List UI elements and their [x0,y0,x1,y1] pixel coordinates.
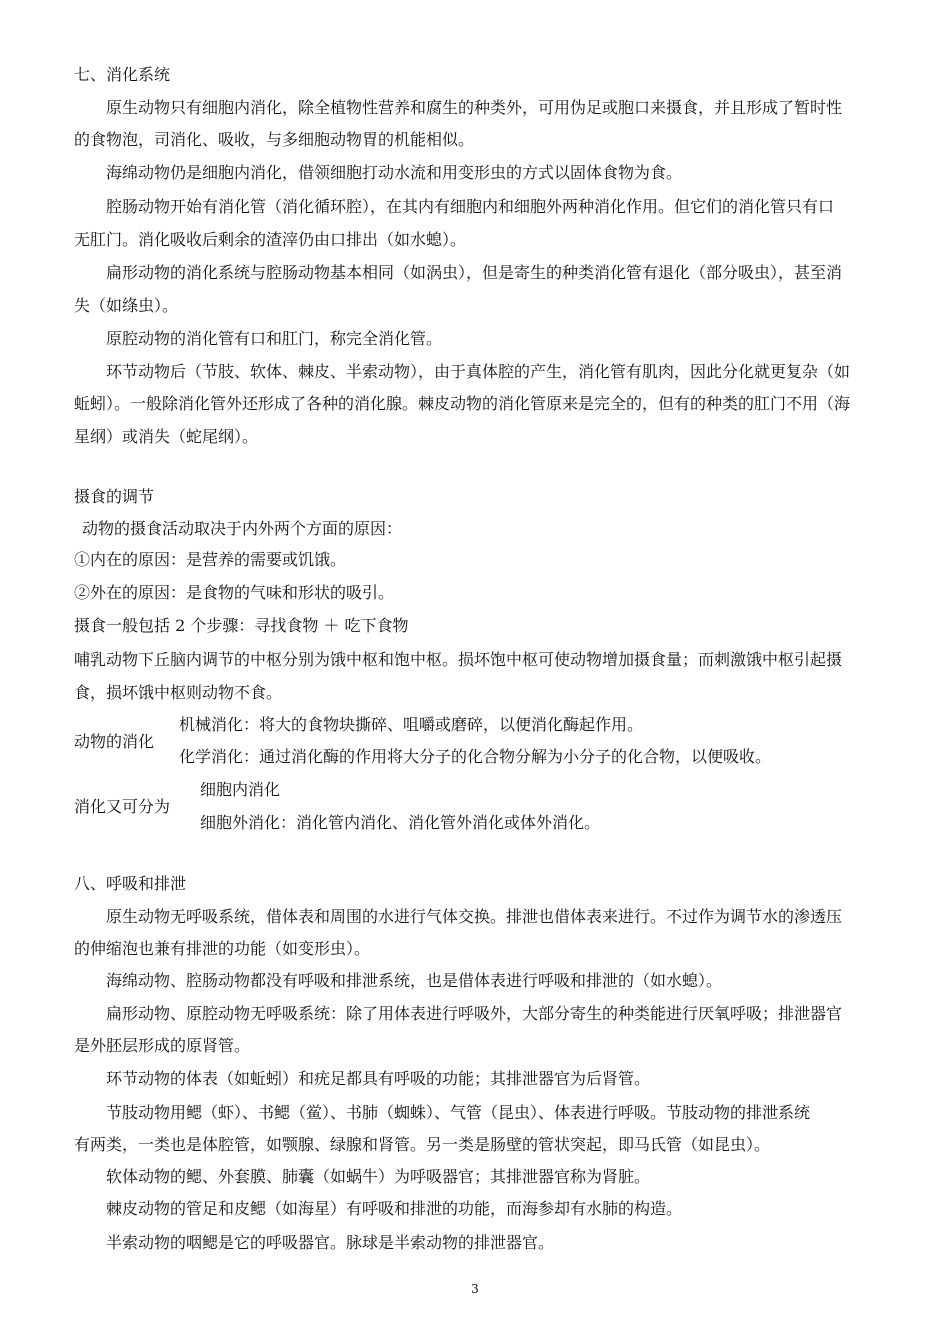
paragraph-line: 海绵动物、腔肠动物都没有呼吸和排泄系统，也是借体表进行呼吸和排泄的（如水螅）。 [106,971,723,990]
paragraph-line: 蚯蚓）。一般除消化管外还形成了各种的消化腺。棘皮动物的消化管原来是完全的，但有的种类的肛门不用（海 [74,394,851,413]
paragraph-line: 原生动物只有细胞内消化，除全植物性营养和腐生的种类外，可用伪足或胞口来摄食，并且形成了暂时性 [106,98,843,117]
paragraph-line: 半索动物的咽鳃是它的呼吸器官。脉球是半索动物的排泄器官。 [106,1233,555,1252]
section-heading: 八、呼吸和排泄 [74,874,187,893]
section-heading: 七、消化系统 [74,65,171,84]
page-number: 3 [471,1282,479,1296]
paragraph-line: 节肢动物用鳃（虾）、书鳃（鲎）、书肺（蜘蛛）、气管（昆虫）、体表进行呼吸。节肢动物的排泄系统 [106,1103,811,1122]
paragraph-line: 星纲）或消失（蛇尾纲）。 [74,427,259,446]
paragraph-line: 原腔动物的消化管有口和肛门，称完全消化管。 [106,329,443,348]
digestion-label: 动物的消化 [74,732,155,751]
paragraph-line: ②外在的原因：是食物的气味和形状的吸引。 [74,583,395,602]
paragraph-line: 软体动物的鳃、外套膜、肺囊（如蜗牛）为呼吸器官；其排泄器官称为肾脏。 [106,1167,651,1186]
paragraph-line: 环节动物的体表（如蚯蚓）和疣足都具有呼吸的功能；其排泄器官为后肾管。 [106,1069,651,1088]
paragraph-line: 食，损坏饿中枢则动物不食。 [74,683,283,702]
subsection-heading: 摄食的调节 [74,487,155,506]
paragraph-line: 环节动物后（节肢、软体、棘皮、半索动物），由于真体腔的产生，消化管有肌肉，因此分化就更复杂（如 [106,362,851,381]
paragraph-line: 腔肠动物开始有消化管（消化循环腔），在其内有细胞内和细胞外两种消化作用。但它们的消化管只有口 [106,197,835,216]
paragraph-line: 哺乳动物下丘脑内调节的中枢分别为饿中枢和饱中枢。损坏饱中枢可使动物增加摄食量；而刺激饿中枢引起摄 [74,650,843,669]
division-item: 细胞内消化 [200,780,281,799]
paragraph-line: 海绵动物仍是细胞内消化，借领细胞打动水流和用变形虫的方式以固体食物为食。 [106,163,683,182]
paragraph-line: 扁形动物的消化系统与腔肠动物基本相同（如涡虫），但是寄生的种类消化管有退化（部分吸虫），甚至消 [106,263,843,282]
division-item: 细胞外消化：消化管内消化、消化管外消化或体外消化。 [200,813,601,832]
paragraph-line: 扁形动物、原腔动物无呼吸系统：除了用体表进行呼吸外，大部分寄生的种类能进行厌氧呼吸；排泄器官 [106,1004,843,1023]
paragraph-line: 动物的摄食活动取决于内外两个方面的原因： [82,519,403,538]
division-label: 消化又可分为 [74,797,171,816]
paragraph-line: 的食物泡，司消化、吸收，与多细胞动物胃的机能相似。 [74,130,475,149]
paragraph-line: 棘皮动物的管足和皮鳃（如海星）有呼吸和排泄的功能，而海参却有水肺的构造。 [106,1199,683,1218]
paragraph-line: 有两类，一类也是体腔管，如颚腺、绿腺和肾管。另一类是肠壁的管状突起，即马氏管（如昆虫）。 [74,1135,771,1154]
paragraph-line: 失（如绦虫）。 [74,296,179,315]
digestion-item: 化学消化：通过消化酶的作用将大分子的化合物分解为小分子的化合物，以便吸收。 [179,747,772,766]
digestion-item: 机械消化：将大的食物块撕碎、咀嚼或磨碎，以便消化酶起作用。 [179,715,644,734]
paragraph-line: ①内在的原因：是营养的需要或饥饿。 [74,550,347,569]
paragraph-line: 是外胚层形成的原肾管。 [74,1036,251,1055]
paragraph-line: 无肛门。消化吸收后剩余的渣滓仍由口排出（如水螅）。 [74,230,467,249]
paragraph-line: 原生动物无呼吸系统，借体表和周围的水进行气体交换。排泄也借体表来进行。不过作为调节水的渗透压 [106,907,843,926]
paragraph-line: 摄食一般包括 2 个步骤：寻找食物 ＋ 吃下食物 [74,616,409,635]
paragraph-line: 的伸缩泡也兼有排泄的功能（如变形虫）。 [74,939,371,958]
